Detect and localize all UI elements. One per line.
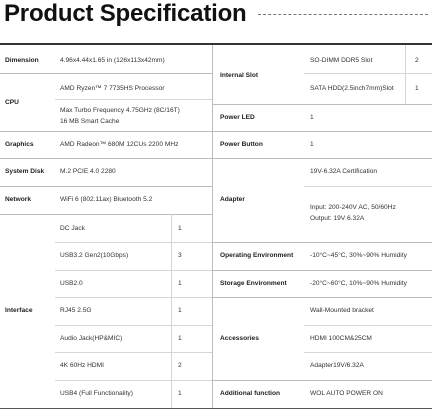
power-button-value: 1 bbox=[310, 141, 314, 148]
row-divider bbox=[212, 158, 432, 159]
row-divider bbox=[212, 297, 432, 298]
accessories-label: Accessories bbox=[220, 335, 259, 342]
interface-item-name: Audio Jack(HP&MIC) bbox=[60, 335, 123, 342]
interface-item-qty: 3 bbox=[178, 252, 182, 259]
accessory-item: Adapter19V/6.32A bbox=[310, 362, 364, 369]
row-divider bbox=[212, 242, 432, 243]
table-top-border bbox=[0, 43, 432, 45]
interface-item-name: USB4 (Full Functionality) bbox=[60, 390, 133, 397]
row-divider bbox=[304, 186, 432, 187]
row-divider bbox=[304, 325, 432, 326]
interface-item-name: DC Jack bbox=[60, 225, 85, 232]
page-title: Product Specification bbox=[4, 0, 247, 27]
row-divider bbox=[304, 73, 432, 74]
dimension-label: Dimension bbox=[5, 57, 39, 64]
adapter-certification-value: 19V-6.32A Certification bbox=[310, 168, 378, 175]
row-divider bbox=[55, 99, 212, 100]
qty-column-divider bbox=[405, 45, 406, 104]
interface-item-name: USB2.0 bbox=[60, 280, 83, 287]
row-divider bbox=[0, 73, 212, 74]
row-divider bbox=[55, 270, 212, 271]
row-divider bbox=[0, 158, 212, 159]
header-dashed-rule bbox=[258, 14, 428, 15]
internal-slot-item-name: SATA HDD(2.5inch7mm)Slot bbox=[310, 85, 394, 92]
operating-env-label: Operating Environment bbox=[220, 252, 294, 259]
accessory-item: Wall-Mounted bracket bbox=[310, 307, 374, 314]
interface-item-name: 4K 60Hz HDMI bbox=[60, 362, 104, 369]
interface-item-name: RJ45 2.5G bbox=[60, 307, 92, 314]
adapter-input-value: Input: 200-240V AC, 50/60Hz bbox=[310, 204, 396, 211]
system-disk-label: System Disk bbox=[5, 168, 45, 175]
internal-slot-item-qty: 1 bbox=[415, 85, 419, 92]
graphics-value: AMD Radeon™ 680M 12CUs 2200 MHz bbox=[60, 141, 179, 148]
table-bottom-border bbox=[0, 408, 432, 409]
row-divider bbox=[212, 104, 432, 105]
cpu-turbo-value: Max Turbo Frequency 4.75GHz (8C/16T) bbox=[60, 107, 180, 114]
interface-item-qty: 1 bbox=[178, 280, 182, 287]
power-led-value: 1 bbox=[310, 114, 314, 121]
storage-env-value: -20°C~60°C, 10%~90% Humidity bbox=[310, 280, 407, 287]
interface-item-qty: 2 bbox=[178, 362, 182, 369]
interface-label: Interface bbox=[5, 307, 33, 314]
dimension-value: 4.96x4.44x1.65 in (126x113x42mm) bbox=[60, 57, 165, 64]
row-divider bbox=[212, 270, 432, 271]
internal-slot-label: Internal Slot bbox=[220, 72, 259, 79]
internal-slot-item-name: SO-DIMM DDR5 Slot bbox=[310, 57, 373, 64]
additional-function-label: Additional function bbox=[220, 390, 281, 397]
row-divider bbox=[0, 186, 212, 187]
internal-slot-item-qty: 2 bbox=[415, 57, 419, 64]
additional-function-value: WOL AUTO POWER ON bbox=[310, 390, 383, 397]
qty-column-divider bbox=[171, 214, 172, 408]
row-divider bbox=[0, 214, 212, 215]
row-divider bbox=[304, 352, 432, 353]
row-divider bbox=[55, 297, 212, 298]
cpu-cache-value: 16 MB Smart Cache bbox=[60, 118, 120, 125]
row-divider bbox=[55, 325, 212, 326]
system-disk-value: M.2 PCIE 4.0 2280 bbox=[60, 168, 116, 175]
cpu-value: AMD Ryzen™ 7 7735HS Processor bbox=[60, 85, 165, 92]
accessory-item: HDMI 100CM&25CM bbox=[310, 335, 372, 342]
row-divider bbox=[55, 352, 212, 353]
row-divider bbox=[0, 131, 212, 132]
row-divider bbox=[55, 242, 212, 243]
interface-item-name: USB3.2 Gen2(10Gbps) bbox=[60, 252, 129, 259]
row-divider bbox=[55, 380, 212, 381]
row-divider bbox=[212, 380, 432, 381]
power-button-label: Power Button bbox=[220, 141, 263, 148]
cpu-label: CPU bbox=[5, 99, 19, 106]
interface-item-qty: 1 bbox=[178, 225, 182, 232]
interface-item-qty: 1 bbox=[178, 307, 182, 314]
adapter-output-value: Output: 19V 6.32A bbox=[310, 215, 365, 222]
operating-env-value: -10°C~45°C, 30%~90% Humidity bbox=[310, 252, 407, 259]
network-value: WiFi 6 (802.11ax) Bluetooth 5.2 bbox=[60, 196, 153, 203]
graphics-label: Graphics bbox=[5, 141, 34, 148]
table-column-divider bbox=[212, 45, 213, 408]
interface-item-qty: 1 bbox=[178, 335, 182, 342]
power-led-label: Power LED bbox=[220, 114, 255, 121]
interface-item-qty: 1 bbox=[178, 390, 182, 397]
storage-env-label: Storage Environment bbox=[220, 280, 287, 287]
network-label: Network bbox=[5, 196, 32, 203]
row-divider bbox=[212, 131, 432, 132]
adapter-label: Adapter bbox=[220, 196, 245, 203]
